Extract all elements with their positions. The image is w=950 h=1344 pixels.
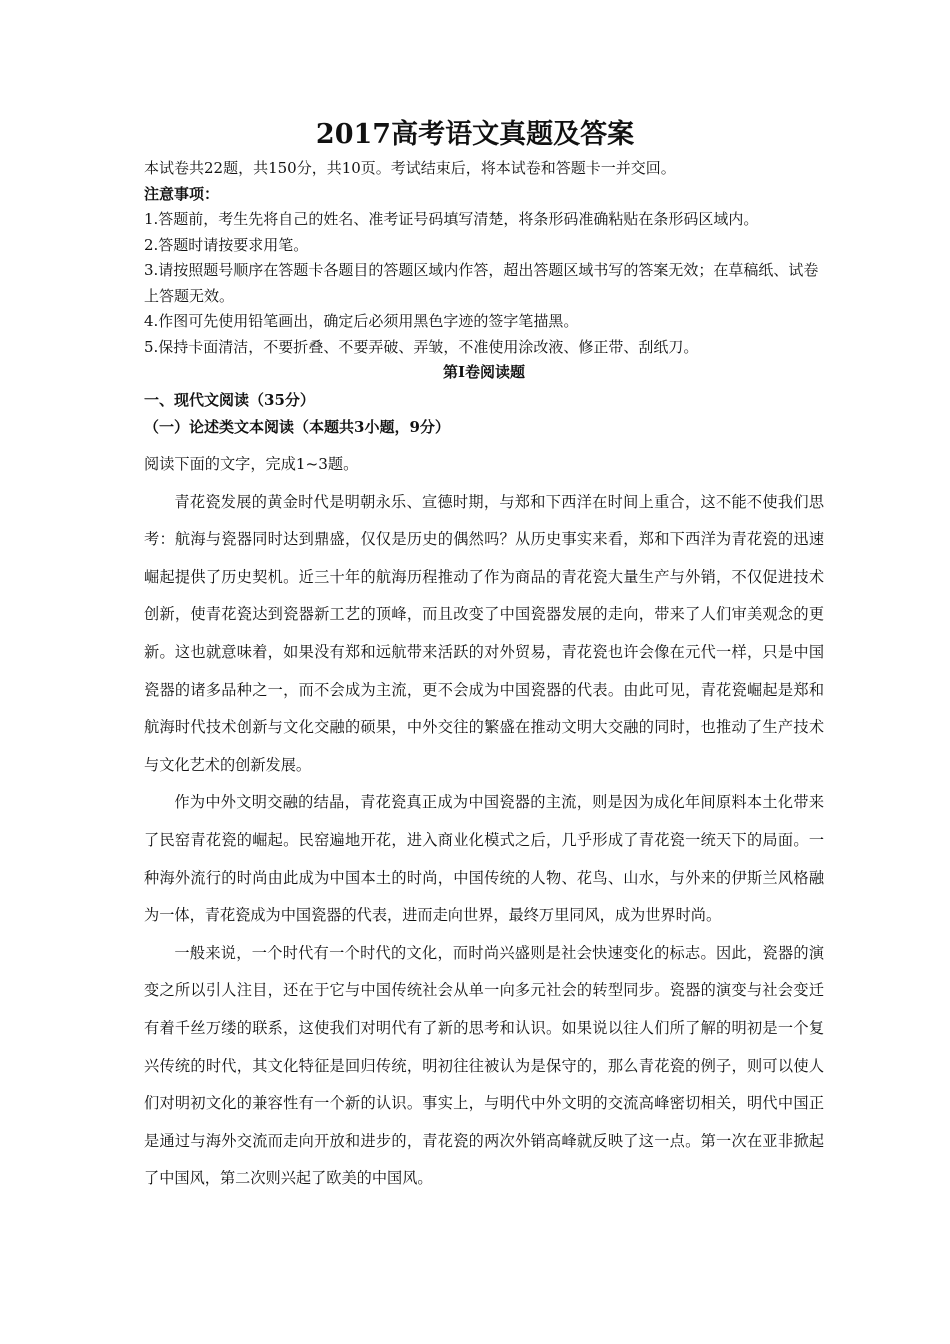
- passage-paragraph: 一般来说，一个时代有一个时代的文化，而时尚兴盛则是社会快速变化的标志。因此，瓷器的演变之所以引人注目，还在于它与中国传统社会从单一向多元社会的转型同步。瓷器的演变与社会变迁有着千丝万缕的联系，这使我们对明代有了新的思考和认识。如果说以往人们所了解的明初是一个复兴传统的时代，其文化特征是回归传统，明初往往被认为是保守的，那么青花瓷的例子，则可以使人们对明初文化的兼容性有一个新的认识。事实上，与明代中外文明的交流高峰密切相关，明代中国正是通过与海外交流而走向开放和进步的，青花瓷的两次外销高峰就反映了这一点。第一次在亚非掀起了中国风，第二次则兴起了欧美的中国风。: [144, 943, 824, 1188]
- section-heading: 一、现代文阅读（35分）: [144, 390, 315, 409]
- exam-header: [144, 156, 824, 441]
- notice-item: 4.作图可先使用铅笔画出，确定后必须用黑色字迹的签字笔描黑。: [144, 312, 579, 330]
- volume-heading: 第Ⅰ卷阅读题: [442, 363, 526, 381]
- passage-paragraph: 作为中外文明交融的结晶，青花瓷真正成为中国瓷器的主流，则是因为成化年间原料本土化带来了民窑青花瓷的崛起。民窑遍地开花，进入商业化模式之后，几乎形成了青花瓷一统天下的局面。一种海外流行的时尚由此成为中国本土的时尚，中国传统的人物、花鸟、山水，与外来的伊斯兰风格融为一体，青花瓷成为中国瓷器的代表，进而走向世界，最终万里同风，成为世界时尚。: [144, 793, 824, 925]
- exam-intro: 本试卷共22题，共150分，共10页。考试结束后，将本试卷和答题卡一并交回。: [144, 159, 676, 177]
- reading-passage: [144, 446, 824, 1198]
- subsection-heading: （一）论述类文本阅读（本题共3小题，9分）: [144, 418, 450, 436]
- notice-heading: 注意事项：: [144, 184, 220, 203]
- notice-item: 5.保持卡面清洁，不要折叠、不要弄破、弄皱，不准使用涂改液、修正带、刮纸刀。: [144, 337, 699, 356]
- notice-item: 1.答题前，考生先将自己的姓名、准考证号码填写清楚，将条形码准确粘贴在条形码区域内。: [144, 210, 759, 228]
- notice-item: 2.答题时请按要求用笔。: [144, 235, 309, 254]
- reading-instruction: 阅读下面的文字，完成1~3题。: [144, 455, 359, 473]
- document-title: 2017高考语文真题及答案: [315, 119, 635, 150]
- passage-paragraph: 青花瓷发展的黄金时代是明朝永乐、宣德时期，与郑和下西洋在时间上重合，这不能不使我们思考：航海与瓷器同时达到鼎盛，仅仅是历史的偶然吗？从历史事实来看，郑和下西洋为青花瓷的迅速崛起提供了历史契机。近三十年的航海历程推动了作为商品的青花瓷大量生产与外销，不仅促进技术创新，使青花瓷达到瓷器新工艺的顶峰，而且改变了中国瓷器发展的走向，带来了人们审美观念的更新。这也就意味着，如果没有郑和远航带来活跃的对外贸易，青花瓷也许会像在元代一样，只是中国瓷器的诸多品种之一，而不会成为主流，更不会成为中国瓷器的代表。由此可见，青花瓷崛起是郑和航海时代技术创新与文化交融的硕果，中外交往的繁盛在推动文明大交融的同时，也推动了生产技术与文化艺术的创新发展。: [144, 492, 824, 774]
- notice-item: 3.请按照题号顺序在答题卡各题目的答题区域内作答，超出答题区域书写的答案无效；在草稿纸、试卷上答题无效。: [144, 261, 819, 305]
